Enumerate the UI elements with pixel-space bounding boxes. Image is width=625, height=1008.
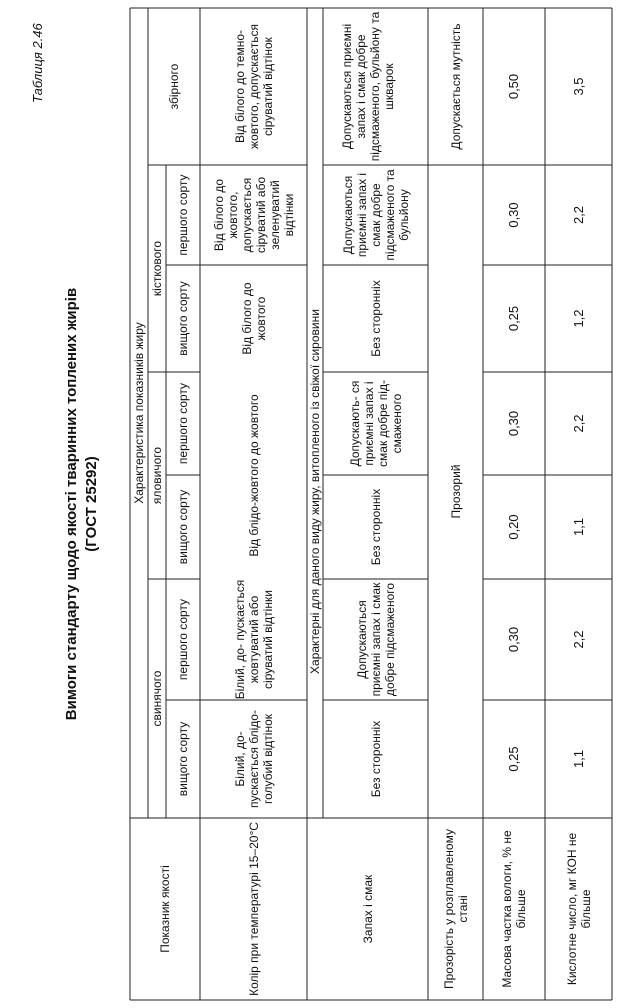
header-bone-premium: вищого сорту xyxy=(176,281,190,356)
transparency-combined: Допускається мутність xyxy=(448,23,463,150)
smell-beef-premium: Без сторонніх xyxy=(368,488,383,566)
smell-combined: Допускаються приємні запах і смак добре підсмаженого, бульйону та шкварок xyxy=(339,11,396,162)
row-label-color: Колір при температурі 15–20°С xyxy=(246,822,261,996)
smell-bone-first: Допускаються приємні запах і смак добре підсмаженого та бульйону xyxy=(340,169,411,261)
moisture-beef-premium: 0,20 xyxy=(506,514,521,540)
header-indicator: Показник якості xyxy=(158,865,172,953)
header-pork: свинячого xyxy=(150,670,164,727)
row-label-moisture: Масова частка вологи, % не більше xyxy=(500,830,528,988)
moisture-pork-premium: 0,25 xyxy=(506,746,521,772)
moisture-combined: 0,50 xyxy=(506,73,521,100)
table-title: Вимоги стандарту щодо якості тваринних топлених жирів xyxy=(63,287,80,721)
subheader-fresh-raw: Характерні для даного виду жиру, витопленого із свіжої сировини xyxy=(308,309,322,674)
acid-beef-first: 2,2 xyxy=(570,414,586,433)
row-label-acid: Кислотне число, мг КОН не більше xyxy=(564,832,593,986)
color-combined: Від білого до темно- жовтого, допускається сіруватий відтінок xyxy=(232,24,275,149)
header-beef-premium: вищого сорту xyxy=(176,489,190,565)
moisture-bone-first: 0,30 xyxy=(506,202,521,228)
acid-bone-premium: 1,2 xyxy=(570,309,586,328)
header-beef-first: першого сорту xyxy=(176,382,190,465)
row-label-smell: Запах і смак xyxy=(360,874,375,944)
smell-bone-premium: Без сторонніх xyxy=(368,280,383,357)
table-standard: (ГОСТ 25292) xyxy=(83,456,100,552)
acid-beef-premium: 1,1 xyxy=(570,517,586,537)
table-number: Таблиця 2.46 xyxy=(30,23,45,103)
header-beef: яловичого xyxy=(150,446,164,505)
acid-pork-premium: 1,1 xyxy=(570,749,586,769)
acid-combined: 3,5 xyxy=(570,77,586,96)
color-bone-premium: Від білого до жовтого xyxy=(239,282,268,355)
header-bone: кісткового xyxy=(150,240,164,297)
header-combined: збірного xyxy=(167,63,181,110)
header-characteristic: Характеристика показників жиру xyxy=(132,322,146,504)
smell-beef-first: Допускають- ся приємні запах і смак добре під- смаженого xyxy=(347,380,404,467)
header-bone-first: першого сорту xyxy=(176,174,190,256)
acid-bone-first: 2,2 xyxy=(570,205,586,225)
header-pork-premium: вищого сорту xyxy=(176,721,190,797)
smell-pork-first: Допускаються приємні запах і смак добре підсмаженого xyxy=(354,582,397,697)
color-pork-premium: Білий, до- пускається блідо- голубий відтінок xyxy=(232,710,275,808)
header-pork-first: першого сорту xyxy=(176,598,190,681)
color-beef: Від блідо-жовтого до жовтого xyxy=(246,394,261,557)
row-label-transparency: Прозорість у розплавленому стані xyxy=(441,829,470,989)
moisture-bone-premium: 0,25 xyxy=(506,305,521,332)
moisture-beef-first: 0,30 xyxy=(506,410,521,437)
smell-pork-premium: Без сторонніх xyxy=(368,720,383,798)
acid-pork-first: 2,2 xyxy=(570,630,586,649)
moisture-pork-first: 0,30 xyxy=(506,626,521,653)
transparency-common: Прозорий xyxy=(448,464,463,519)
color-pork-first: Білий, до- пускається жовтуватий або сіруватий відтінки xyxy=(232,579,275,700)
color-bone-first: Від білого до жовтого, допускається сіруватий або зеленуватий відтінки xyxy=(211,176,296,254)
